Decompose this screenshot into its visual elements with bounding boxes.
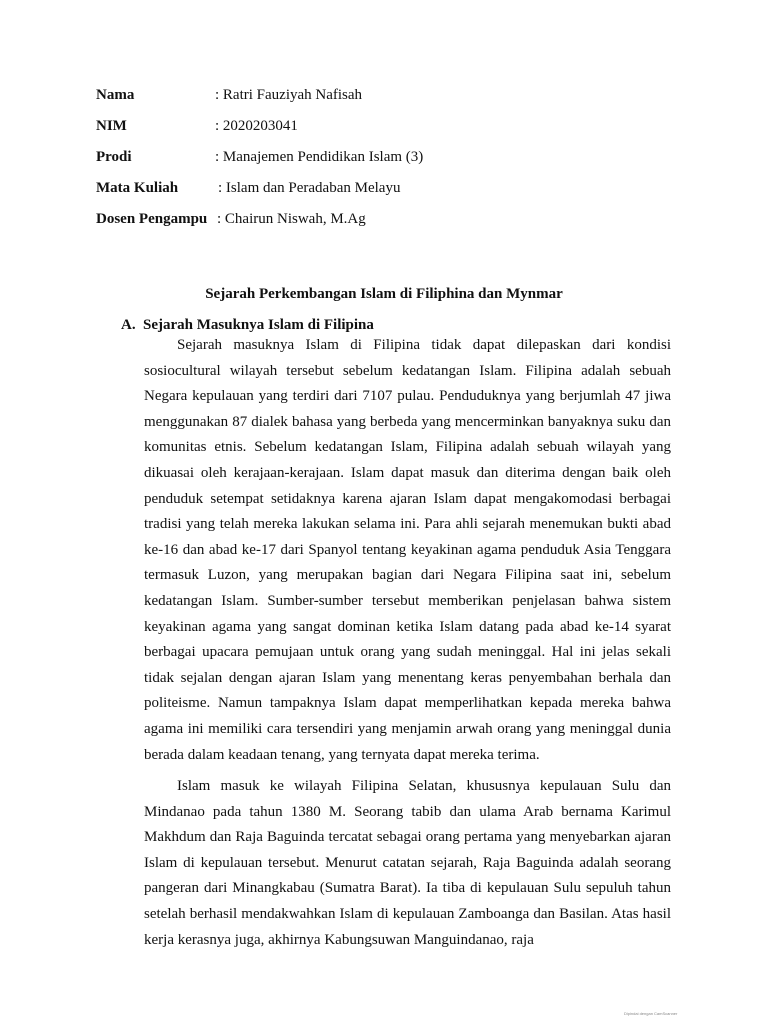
info-label: Nama xyxy=(96,87,135,103)
info-value: : Ratri Fauziyah Nafisah xyxy=(215,87,363,103)
info-value: : Chairun Niswah, M.Ag xyxy=(217,211,366,227)
info-value: : Manajemen Pendidikan Islam (3) xyxy=(215,149,424,165)
body-text xyxy=(144,333,671,959)
document-title: Sejarah Perkembangan Islam di Filiphina dan Mynmar xyxy=(205,286,563,302)
info-value: : Islam dan Peradaban Melayu xyxy=(218,180,401,196)
info-label: Mata Kuliah xyxy=(96,180,179,196)
paragraph: Sejarah masuknya Islam di Filipina tidak dapat dilepaskan dari kondisi sosiocultural wilayah tersebut sebelum kedatangan Islam. Filipina adalah sebuah Negara kepulauan yang terdiri dari 7107 pulau. Penduduknya yang berjumlah 47 jiwa menggunakan 87 dialek bahasa yang berbeda yang mencerminkan banyaknya suku dan komunitas etnis. Sebelum kedatangan Islam, Filipina adalah sebuah wilayah yang dikuasai oleh kerajaan-kerajaan. Islam dapat masuk dan diterima dengan baik oleh penduduk setempat setidaknya karena ajaran Islam dapat mengakomodasi berbagai tradisi yang telah mereka lakukan selama ini. Para ahli sejarah menemukan bukti abad ke-16 dan abad ke-17 dari Spanyol tentang keyakinan agama penduduk Asia Tenggara termasuk Luzon, yang merupakan bagian dari Negara Filipina saat ini, sebelum kedatangan Islam. Sumber-sumber tersebut memberikan penjelasan bahwa sistem keyakinan agama yang sangat dominan ketika Islam datang pada abad ke-14 syarat berbagai upacara pemujaan untuk orang yang sudah meninggal. Hal ini jelas sekali tidak sejalan dengan ajaran Islam yang menentang keras penyembahan berhala dan politeisme. Namun tampaknya Islam dapat memperlihatkan kepada mereka bahwa agama ini memiliki cara tersendiri yang menjamin arwah orang yang meninggal dunia berada dalam keadaan tenang, yang ternyata dapat mereka terima. xyxy=(144,337,671,763)
info-value: : 2020203041 xyxy=(215,118,298,134)
scanner-watermark: Dipindai dengan CamScanner xyxy=(624,1011,678,1016)
section-letter: A. xyxy=(121,317,136,333)
paragraph: Islam masuk ke wilayah Filipina Selatan, khususnya kepulauan Sulu dan Mindanao pada tahun 1380 M. Seorang tabib dan ulama Arab bernama Karimul Makhdum dan Raja Baguinda tercatat sebagai orang pertama yang menyebarkan ajaran Islam di kepulauan tersebut. Menurut catatan sejarah, Raja Baguinda adalah seorang pangeran dari Minangkabau (Sumatra Barat). Ia tiba di kepulauan Sulu sepuluh tahun setelah berhasil mendakwahkan Islam di kepulauan Zamboanga dan Basilan. Atas hasil kerja kerasnya juga, akhirnya Kabungsuwan Manguindanao, raja xyxy=(144,778,671,948)
info-label: NIM xyxy=(96,118,127,134)
info-label: Dosen Pengampu xyxy=(96,211,208,227)
info-label: Prodi xyxy=(96,149,132,165)
section-heading-text: Sejarah Masuknya Islam di Filipina xyxy=(143,317,374,333)
